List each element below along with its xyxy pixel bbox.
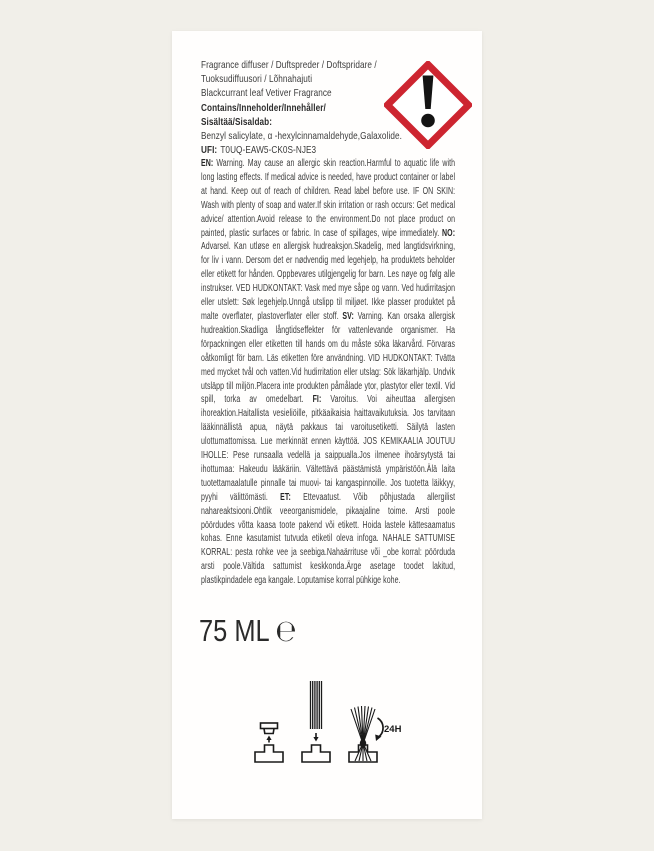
ufi-label: UFI: — [201, 144, 218, 157]
fragrance-name: Blackcurrant leaf Vetiver Fragrance — [201, 87, 332, 100]
remove-cap-icon — [254, 681, 284, 763]
usage-instruction-icons — [254, 681, 402, 763]
volume-value: 75 ML — [199, 613, 270, 648]
insert-reed-sticks-icon — [301, 681, 331, 763]
product-label — [172, 31, 482, 819]
product-name-line: Fragrance diffuser / Duftspreder / Doftspridare / — [201, 59, 377, 71]
estimated-sign: ℮ — [275, 614, 297, 649]
contains-heading: Sisältää/Sisaldab: — [201, 115, 273, 128]
duration-label: 24H — [384, 724, 402, 735]
product-name-line: Tuoksudiffuusori / Lõhnahajuti — [201, 73, 313, 86]
contains-heading: Contains/Inneholder/Innehåller/ — [201, 101, 326, 114]
ghs07-exclamation-mark-icon — [384, 61, 472, 149]
volume-statement — [199, 613, 296, 649]
hazard-warning-text: EN: Warning. May cause an allergic skin reaction.Harmful to aquatic life with long lasting effects. If medical advice is needed, have product container or label at hand. Keep out of reach of children. Read label before use. IF ON SKIN: Wash with plenty of soap and water.If skin irritation or rash occurs: Get medical advice/ attention.Avoid release to the environment.Do not place product on painted, plastic surfaces or fabric. In case of spillages, wipe immediately. NO: Advarsel. Kan utløse en allergisk hudreaksjon.Skadelig, med langtidsvirkning, for liv i vann. Dersom det er nødvendig med legehjelp, ha produktets beholder eller etikett for hånden. Oppbevares utilgjengelig for barn. Les nøye og følg alle instrukser. VED HUDKONTAKT: Vask med mye såpe og vann. Ved hudirritasjon eller utslett: Søk legehjelp.Unngå utslipp til miljøet. Ikke plasser produktet på malte overflater, plastoverflater eller stoff. SV: Varning. Kan orsaka allergisk hudreaktion.Skadliga långtidseffekter för vattenlevande organismer. Ha förpackningen eller etiketten till hands om du måste söka läkarvård. Förvaras oåtkomligt för barn. Läs etiketten före användning. VID HUDKONTAKT: Tvätta med mycket tvål och vatten.Vid hudirritation eller utslag: Sök läkarhjälp. Undvik utsläpp till miljön.Placera inte produkten påmålade ytor, plastytor eller textil. Vid spill, torka av omedelbart. FI: Varoitus. Voi aiheuttaa allergisen ihoreaktion.Haitallista vesieliöille, pitkäaikaisia haittavaikutuksia. Jos tarvitaan lääkinnällistä apua, näytä pakkaus tai varoitusetiketti. Säilytä lasten ulottumattomissa. Lue merkinnät ennen käyttöä. JOS KEMIKAALIA JOUTUU IHOLLE: Pese runsaalla vedellä ja saippualla.Jos ilmenee ihoärsytystä tai ihottumaa: Hakeudu lääkäriin. Vältettävä päästämistä ympäristöön.Älä laita tuotettamaalatulle pinnalle tai muovi- tai kangaspinnoille. Jos tuotetta läikkyy, pyyhi välittömästi. ET: Ettevaatust. Võib põhjustada allergilist nahareaktsiooni.Ohtlik veeorganismidele, pikaajaline toime. Arsti poole pöördudes võtta kaasa toote pakend või etikett. Hoida lastele kättesaamatus kohas. Enne kasutamist tutvuda etiketil oleva infoga. NAHALE SATTUMISE KORRAL: pesta rohke vee ja seebiga.Nahaärrituse või _obe korral: pöörduda arsti poole.Vältida sattumist keskkonda.Ärge asetage toodet lakitud, plastikpindadele ega kangale. Loputamise korral pühkige kohe. — [201, 158, 456, 587]
ingredients-list: Benzyl salicylate, α -hexylcinnamaldehyde,Galaxolide. — [201, 130, 402, 143]
rotate-reed-sticks-icon — [348, 681, 402, 763]
ufi-code: T0UQ-EAW5-CK0S-NJE3 — [220, 144, 317, 157]
